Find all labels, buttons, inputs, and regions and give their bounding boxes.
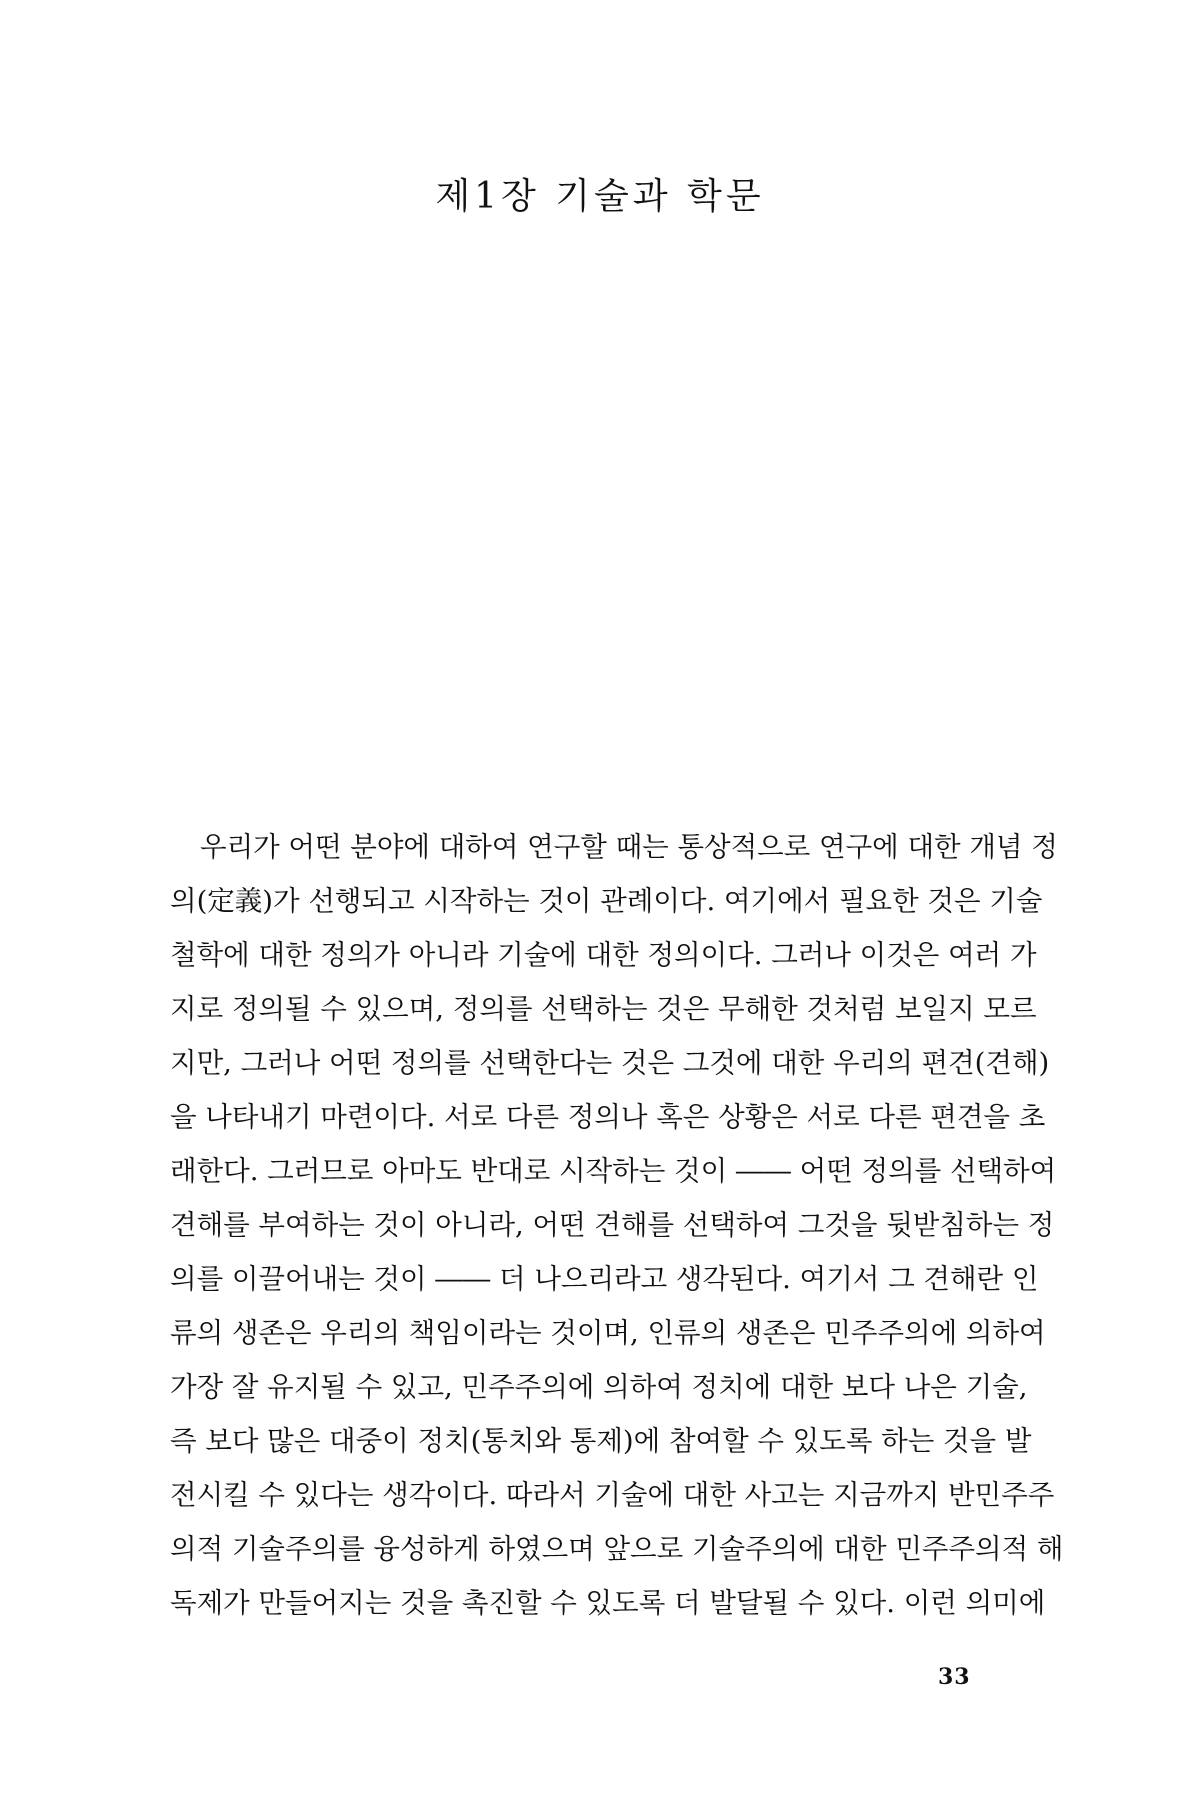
page-number: 33 [938,1664,971,1690]
paragraph-line: 의(定義)가 선행되고 시작하는 것이 관례이다. 여기에서 필요한 것은 기술 [170,885,1043,917]
paragraph-line: 의적 기술주의를 융성하게 하였으며 앞으로 기술주의에 대한 민주주의적 해 [170,1533,1064,1565]
paragraph-line: 류의 생존은 우리의 책임이라는 것이며, 인류의 생존은 민주주의에 의하여 [170,1317,1046,1349]
paragraph-line: 즉 보다 많은 대중이 정치(통치와 통제)에 참여할 수 있도록 하는 것을 발 [170,1425,1032,1457]
paragraph-line: 우리가 어떤 분야에 대하여 연구할 때는 통상적으로 연구에 대한 개념 정 [200,831,1058,863]
paragraph-line: 전시킬 수 있다는 생각이다. 따라서 기술에 대한 사고는 지금까지 반민주주 [170,1479,1055,1511]
paragraph-line: 지로 정의될 수 있으며, 정의를 선택하는 것은 무해한 것처럼 보일지 모르 [170,993,1037,1025]
paragraph-line: 철학에 대한 정의가 아니라 기술에 대한 정의이다. 그러나 이것은 여러 가 [170,939,1037,971]
paragraph-line: 의를 이끌어내는 것이 ―― 더 나으리라고 생각된다. 여기서 그 견해란 인 [170,1263,1039,1295]
body-paragraph [170,820,1064,1630]
paragraph-line: 을 나타내기 마련이다. 서로 다른 정의나 혹은 상황은 서로 다른 편견을 초 [170,1101,1046,1133]
paragraph-line: 가장 잘 유지될 수 있고, 민주주의에 의하여 정치에 대한 보다 나은 기술, [170,1371,1028,1403]
paragraph-line: 독제가 만들어지는 것을 촉진할 수 있도록 더 발달될 수 있다. 이런 의미에 [170,1587,1046,1619]
paragraph-line: 래한다. 그러므로 아마도 반대로 시작하는 것이 ―― 어떤 정의를 선택하여 [170,1155,1057,1187]
paragraph-line: 견해를 부여하는 것이 아니라, 어떤 견해를 선택하여 그것을 뒷받침하는 정 [170,1209,1055,1241]
paragraph-line: 지만, 그러나 어떤 정의를 선택한다는 것은 그것에 대한 우리의 편견(견해) [170,1047,1050,1079]
chapter-title: 제1장 기술과 학문 [435,176,765,217]
